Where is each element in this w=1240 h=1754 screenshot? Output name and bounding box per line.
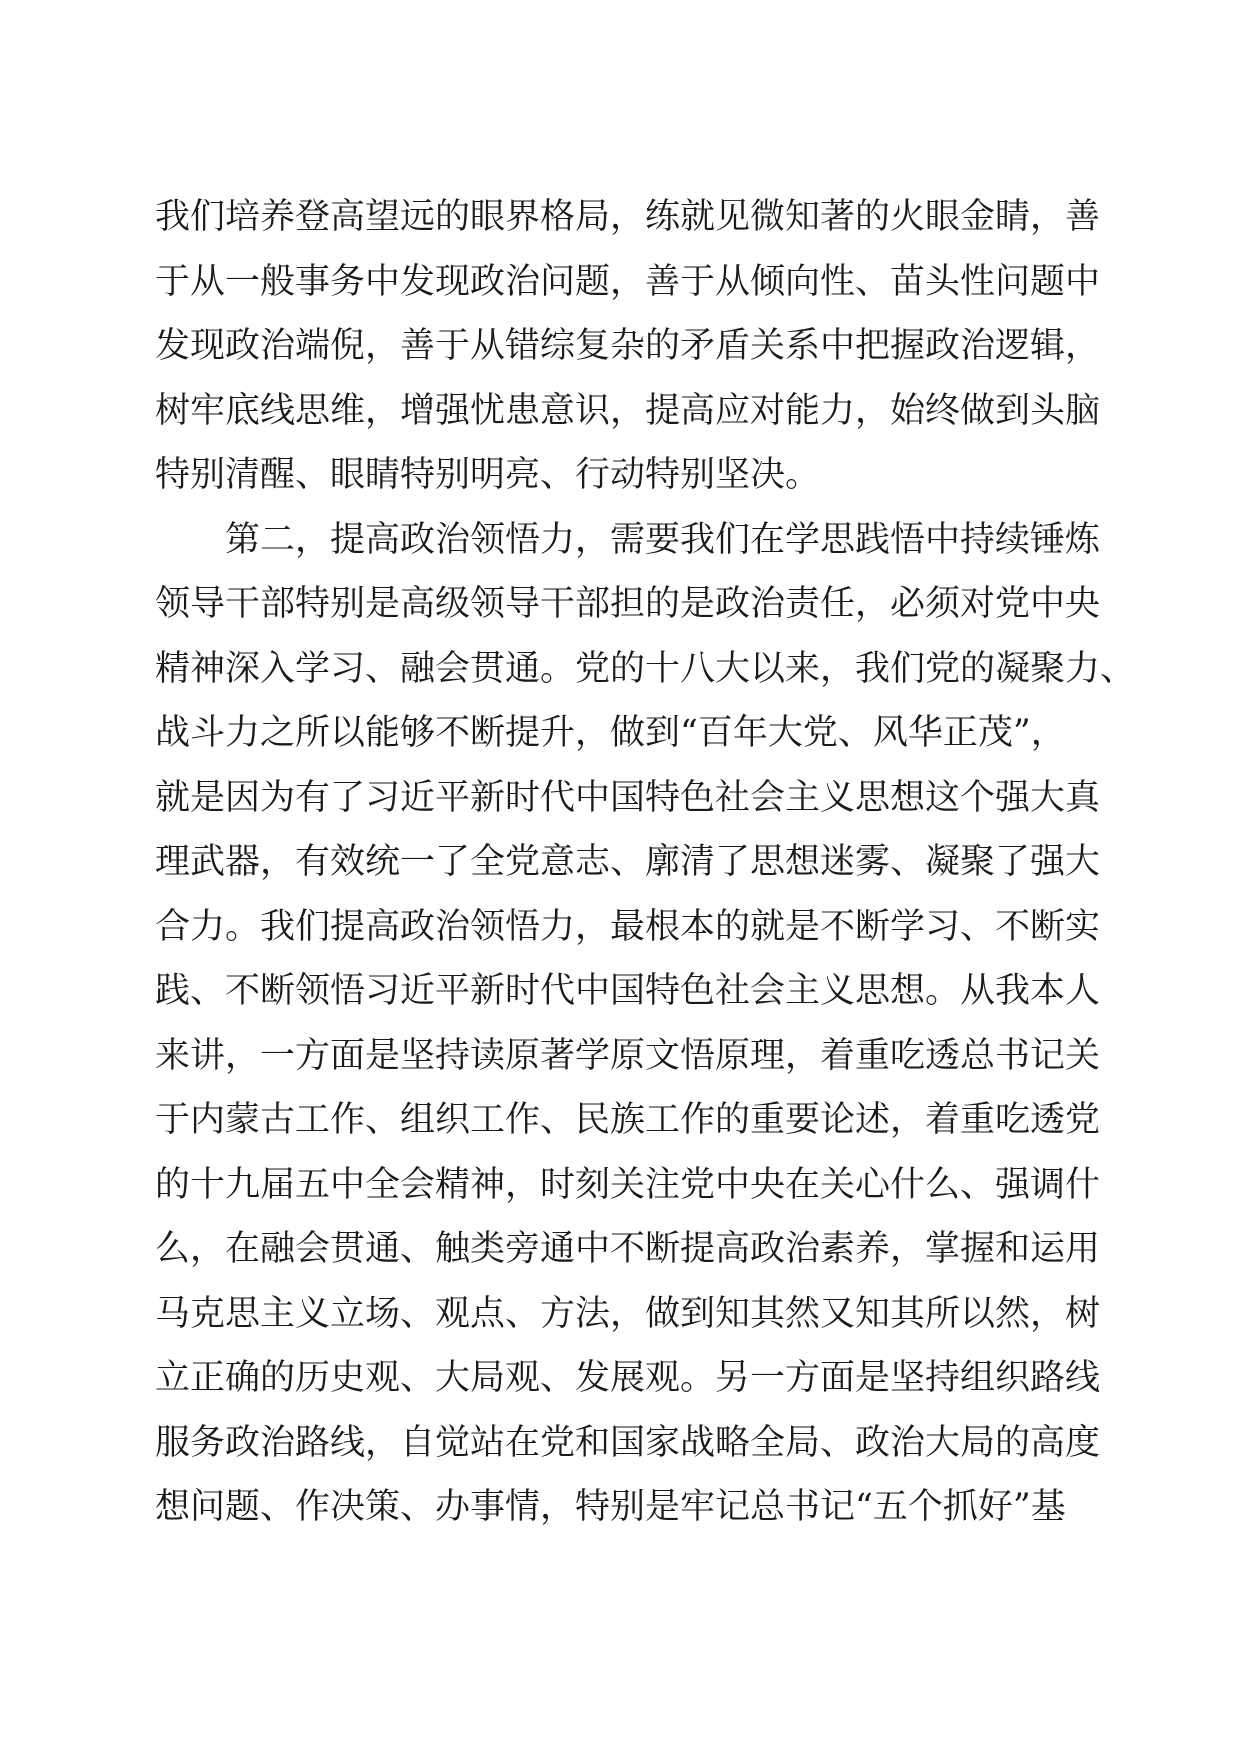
text-line: 服务政治路线，自觉站在党和国家战略全局、政治大局的高度 xyxy=(155,1422,1101,1463)
text-line: 特别清醒、眼睛特别明亮、行动特别坚决。 xyxy=(155,455,821,495)
text-line: 精神深入学习、融会贯通。党的十八大以来，我们党的凝聚力、 xyxy=(155,648,1136,689)
text-line: 想问题、作决策、办事情，特别是牢记总书记“五个抓好”基 xyxy=(155,1487,1066,1527)
text-line: 理武器，有效统一了全党意志、廓清了思想迷雾、凝聚了强大 xyxy=(155,842,1101,882)
text-line: 马克思主义立场、观点、方法，做到知其然又知其所以然，树 xyxy=(155,1293,1101,1334)
text-line: 就是因为有了习近平新时代中国特色社会主义思想这个强大真 xyxy=(155,777,1101,818)
text-line: 么，在融会贯通、触类旁通中不断提高政治素养，掌握和运用 xyxy=(155,1229,1101,1269)
text-line: 发现政治端倪，善于从错综复杂的矛盾关系中把握政治逻辑， xyxy=(155,326,1101,366)
text-line: 领导干部特别是高级领导干部担的是政治责任，必须对党中央 xyxy=(155,584,1101,624)
text-line: 第二，提高政治领悟力，需要我们在学思践悟中持续锤炼 xyxy=(155,519,1101,560)
text-line: 我们培养登高望远的眼界格局，练就见微知著的火眼金睛，善 xyxy=(155,197,1101,237)
text-line: 的十九届五中全会精神，时刻关注党中央在关心什么、强调什 xyxy=(155,1164,1101,1205)
text-line: 合力。我们提高政治领悟力，最根本的就是不断学习、不断实 xyxy=(155,906,1101,947)
body-text xyxy=(155,185,1136,1540)
text-line: 来讲，一方面是坚持读原著学原文悟原理，着重吃透总书记关 xyxy=(155,1035,1101,1076)
text-line: 于内蒙古工作、组织工作、民族工作的重要论述，着重吃透党 xyxy=(155,1100,1101,1140)
text-line: 战斗力之所以能够不断提升，做到“百年大党、风华正茂”， xyxy=(155,713,1066,753)
text-line: 立正确的历史观、大局观、发展观。另一方面是坚持组织路线 xyxy=(155,1358,1101,1398)
text-line: 树牢底线思维，增强忧患意识，提高应对能力，始终做到头脑 xyxy=(155,390,1101,431)
text-line: 践、不断领悟习近平新时代中国特色社会主义思想。从我本人 xyxy=(155,971,1101,1011)
text-line: 于从一般事务中发现政治问题，善于从倾向性、苗头性问题中 xyxy=(155,261,1101,302)
